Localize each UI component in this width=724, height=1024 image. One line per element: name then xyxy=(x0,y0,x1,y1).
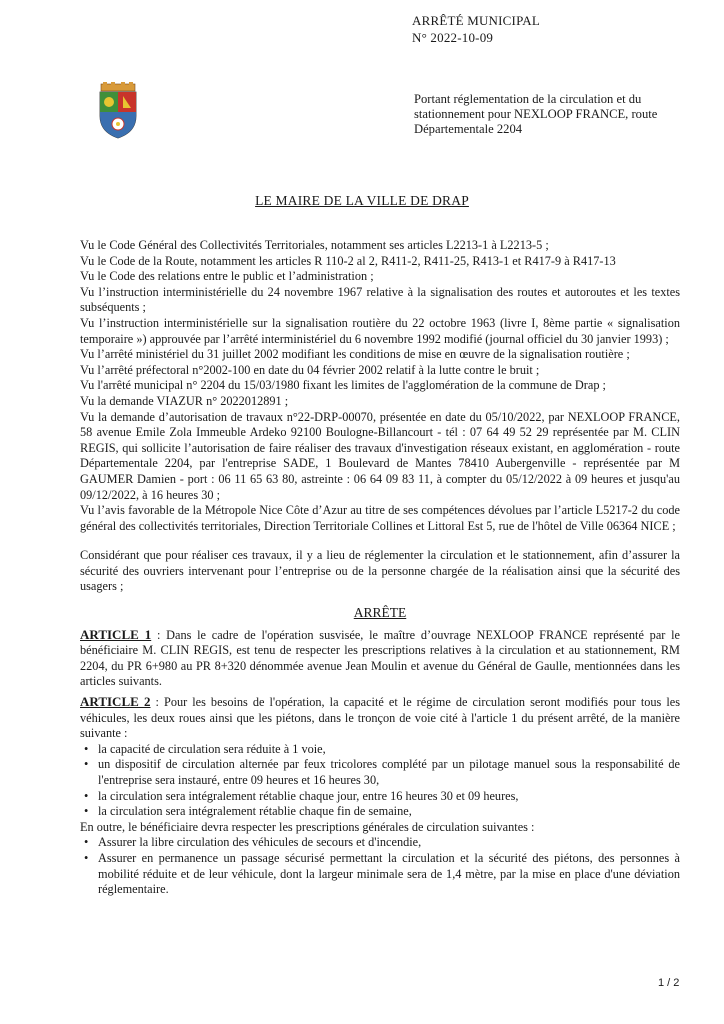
decree-number: N° 2022-10-09 xyxy=(412,30,494,45)
visa-item: Vu le Code Général des Collectivités Territoriales, notamment ses articles L2213-1 à L2213-5 ; xyxy=(80,238,549,252)
article-2 xyxy=(80,694,680,742)
considerant-paragraph: Considérant que pour réaliser ces travaux, il y a lieu de réglementer la circulation et le stationnement, afin d’assurer la sécurité des ouvriers intervenant pour l’entreprise ou de la personne chargée de la réalisation ainsi que la sécurité des usagers ; xyxy=(80,548,680,594)
decree-body xyxy=(80,238,680,898)
visas-list xyxy=(80,238,680,534)
article-1 xyxy=(80,627,680,690)
decree-title: ARRÊTÉ MUNICIPAL xyxy=(412,13,541,28)
article-1-text: : Dans le cadre de l'opération susvisée, le maître d’ouvrage NEXLOOP FRANCE représenté par le bénéficiaire M. CLIN REGIS, est tenu de respecter les prescriptions relatives à la circulation et au stationnement, RM 2204, du PR 6+980 au PR 8+320 dénommée avenue Jean Moulin et avenue du Général de Gaulle, mentionnées dans les articles suivants. xyxy=(80,627,680,689)
article-2-outro: En outre, le bénéficiaire devra respecter les prescriptions générales de circulation suivantes : xyxy=(80,819,535,834)
list-item: • la circulation sera intégralement rétablie chaque fin de semaine, xyxy=(98,804,680,820)
visa-item: Vu l’instruction interministérielle du 24 novembre 1967 relative à la signalisation des routes et autoroutes et les textes subséquents ; xyxy=(80,284,680,315)
visa-item: Vu la demande d’autorisation de travaux n°22-DRP-00070, présentée en date du 05/10/2022, par NEXLOOP FRANCE, 58 avenue Emile Zola Immeuble Ardeko 92100 Boulogne-Billancourt - tél : 07 64 49 52 29 représentée par M. CLIN REGIS, qui sollicite l’autorisation de faire réaliser des travaux d'investigation réseaux existant, en agglomération - route Départementale 2204, par l'entreprise SADE, 1 Boulevard de Mantes 78410 Aubergenville - représentée par M GAUMER Damien - port : 06 11 65 63 80, astreinte : 06 64 09 83 11, à compter du 05/12/2022 à 09 heures et jusqu'au 09/12/2022, à 16 heures 30 ; xyxy=(80,409,680,502)
mayor-heading: LE MAIRE DE LA VILLE DE DRAP xyxy=(255,193,469,208)
visa-item: Vu l’instruction interministérielle sur la signalisation routière du 22 octobre 1963 (livre I, 8ème partie « signalisation temporaire ») approuvée par l’arrêté interministériel du 6 novembre 1992 modifié (journal officiel du 30 janvier 1993) ; xyxy=(80,315,680,346)
visa-item: Vu le Code des relations entre le public et l’administration ; xyxy=(80,269,374,284)
list-item: • un dispositif de circulation alternée par feux tricolores complété par un pilotage manuel sous la responsabilité de l'entreprise sera instauré, entre 09 heures et 16 heures 30, xyxy=(98,757,680,788)
drap-coat-of-arms-logo xyxy=(97,82,139,140)
page-number: 1 / 2 xyxy=(658,977,680,989)
list-item: • la circulation sera intégralement rétablie chaque jour, entre 16 heures 30 et 09 heures, xyxy=(98,789,680,805)
visa-item: Vu la demande VIAZUR n° 2022012891 ; xyxy=(80,393,289,408)
list-item: • la capacité de circulation sera réduite à 1 voie, xyxy=(98,742,680,758)
article-2-general-prescriptions xyxy=(80,835,680,897)
visa-item: Vu le Code de la Route, notamment les articles R 110-2 al 2, R411-2, R411-25, R413-1 et R417-9 à R417-13 xyxy=(80,253,616,268)
visa-item: Vu l’arrêté ministériel du 31 juillet 2002 modifiant les conditions de mise en œuvre de la signalisation routière ; xyxy=(80,347,630,362)
article-2-measures-list xyxy=(80,742,680,820)
decree-header xyxy=(412,12,540,46)
article-1-label: ARTICLE 1 xyxy=(80,626,152,642)
visa-item: Vu l’arrêté préfectoral n°2002-100 en date du 04 février 2002 relatif à la lutte contre le bruit ; xyxy=(80,362,540,377)
visa-item: Vu l'arrêté municipal n° 2204 du 15/03/1980 fixant les limites de l'agglomération de la commune de Drap ; xyxy=(80,378,606,393)
arrete-heading: ARRÊTE xyxy=(353,605,407,621)
list-item: • Assurer la libre circulation des véhicules de secours et d'incendie, xyxy=(98,835,680,851)
list-item: • Assurer en permanence un passage sécurisé permettant la circulation et la sécurité des piétons, des personnes à mobilité réduite et de leur véhicule, dont la largeur minimale sera de 1,4 mètre, par la mise en place d'une déviation réglementaire. xyxy=(98,851,680,898)
article-2-label: ARTICLE 2 xyxy=(80,694,151,710)
visa-item: Vu l’avis favorable de la Métropole Nice Côte d’Azur au titre de ses compétences dévolues par l’article L5217-2 du code général des collectivités territoriales, Direction Territoriale Collines et Littoral Est 5, rue de l'hôtel de Ville 06364 NICE ; xyxy=(80,503,680,533)
article-2-text: : Pour les besoins de l'opération, la capacité et le régime de circulation seront modifiés pour tous les véhicules, les deux roues ainsi que les piétons, dans le tronçon de voie cité à l'article 1 du présent arrêté, de la manière suivante : xyxy=(80,695,681,741)
decree-subject: Portant réglementation de la circulation et du stationnement pour NEXLOOP FRANCE, route Départementale 2204 xyxy=(414,92,658,136)
